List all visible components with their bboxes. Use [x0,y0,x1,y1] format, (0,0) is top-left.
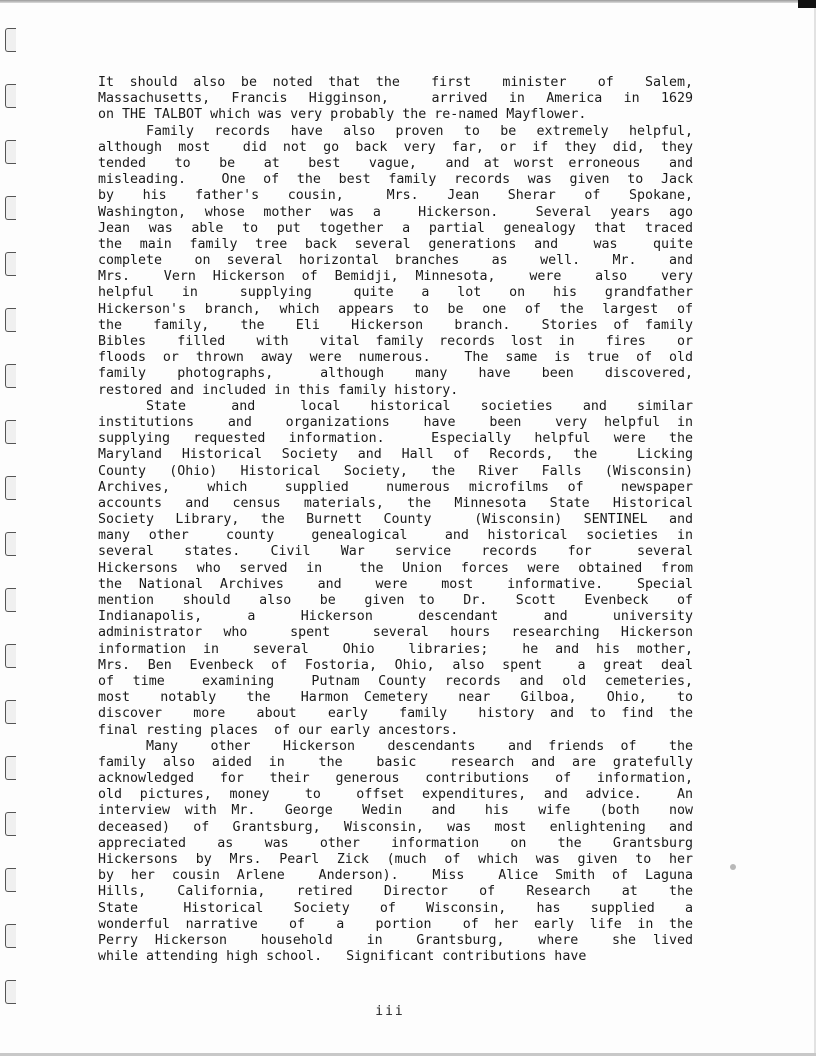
binder-hole [5,812,16,836]
text-line: Hills, California, retired Director of Research at the [98,884,693,900]
text-line: accounts and census materials, the Minnesota State Historical [98,495,693,511]
text-line: restored and included in this family history. [98,382,459,398]
text-line: Washington, whose mother was a Hickerson. Several years ago [98,204,693,220]
text-line: most notably the Harmon Cemetery near Gilboa, Ohio, to [98,690,693,706]
binder-hole [5,868,16,892]
text-line: complete on several horizontal branches as well. Mr. and [98,253,693,269]
text-line: Archives, which supplied numerous microfilms of newspaper [98,479,693,495]
text-line: by his father's cousin, Mrs. Jean Sherar of Spokane, [98,188,693,204]
page-number: iii [375,1004,405,1019]
scan-corner-mark [798,0,816,8]
text-line: information in several Ohio libraries; he and his mother, [98,641,693,657]
text-line: by her cousin Arlene Anderson). Miss Alice Smith of Laguna [98,868,693,884]
text-line: Hickersons by Mrs. Pearl Zick (much of which was given to her [98,852,693,867]
text-line: floods or thrown away were numerous. The same is true of old [98,350,693,366]
binder-hole [5,924,16,948]
text-line: Massachusetts, Francis Higginson, arrived in America in 1629 [98,91,693,107]
text-line: Society Library, the Burnett County (Wisconsin) SENTINEL and [98,512,693,528]
text-line: Perry Hickerson household in Grantsburg, where she lived [98,932,693,948]
text-line: the family, the Eli Hickerson branch. Stories of family [98,317,693,333]
binder-hole [5,644,16,668]
binder-hole [5,420,16,444]
text-line: Mrs. Ben Evenbeck of Fostoria, Ohio, also spent a great deal [98,657,693,673]
text-line: misleading. One of the best family records was given to Jack [98,172,693,188]
paragraph [98,75,693,124]
text-line: tended to be at best vague, and at worst erroneous and [98,155,693,171]
binder-hole [5,980,16,1004]
text-line: Family records have also proven to be extremely helpful, [146,123,693,139]
text-line: institutions and organizations have been very helpful in [98,414,693,430]
text-line: State and local historical societies and similar [146,398,693,414]
text-line: administrator who spent several hours researching Hickerson [98,625,693,641]
text-line: Maryland Historical Society and Hall of Records, the Licking [98,447,693,463]
text-line: appreciated as was other information on the Grantsburg [98,835,693,851]
paragraph [98,399,693,739]
binder-hole [5,476,16,500]
scan-top-edge [0,0,798,3]
text-line: while attending high school. Significant contributions have [98,949,587,965]
binder-hole [5,756,16,780]
paragraph [98,739,693,966]
text-line: interview with Mr. George Wedin and his wife (both now [98,803,693,819]
binder-hole [5,196,16,220]
text-line: several states. Civil War service records for several [98,544,693,560]
text-line: It should also be noted that the first minister of Salem, [98,75,693,90]
binder-holes [5,28,19,1038]
binder-hole [5,532,16,556]
binder-hole [5,28,16,52]
text-line: the National Archives and were most informative. Special [98,576,693,592]
binder-hole [5,588,16,612]
text-line: final resting places of our early ancestors. [98,722,459,738]
text-line: wonderful narrative of a portion of her early life in the [98,916,693,932]
text-line: the main family tree back several generations and was quite [98,236,693,252]
text-line: supplying requested information. Especially helpful were the [98,431,693,447]
text-line: although most did not go back very far, or if they did, they [98,139,693,155]
binder-hole [5,84,16,108]
binder-hole [5,700,16,724]
text-line: Jean was able to put together a partial genealogy that traced [98,220,693,236]
text-line: acknowledged for their generous contributions of information, [98,771,693,787]
text-line: Bibles filled with vital family records lost in fires or [98,334,693,349]
paragraph [98,124,693,399]
text-line: Mrs. Vern Hickerson of Bemidji, Minnesota, were also very [98,269,693,285]
text-line: old pictures, money to offset expenditures, and advice. An [98,787,693,803]
text-line: County (Ohio) Historical Society, the River Falls (Wisconsin) [98,463,693,479]
text-line: deceased) of Grantsburg, Wisconsin, was most enlightening and [98,819,693,835]
text-line: family also aided in the basic research and are gratefully [98,754,693,770]
text-line: Many other Hickerson descendants and friends of the [146,738,693,754]
binder-hole [5,140,16,164]
text-line: Hickersons who served in the Union forces were obtained from [98,560,693,576]
text-line: of time examining Putnam County records and old cemeteries, [98,673,693,689]
text-line: helpful in supplying quite a lot on his grandfather [98,285,693,301]
body-text [98,75,693,965]
text-line: many other county genealogical and historical societies in [98,528,693,544]
text-line: Indianapolis, a Hickerson descendant and university [98,609,693,625]
text-line: family photographs, although many have been discovered, [98,366,693,382]
binder-hole [5,252,16,276]
text-line: mention should also be given to Dr. Scott Evenbeck of [98,593,693,608]
text-line: State Historical Society of Wisconsin, has supplied a [98,900,693,916]
scan-speck [730,864,736,870]
binder-hole [5,364,16,388]
binder-hole [5,308,16,332]
text-line: on THE TALBOT which was very probably the re-named Mayflower. [98,107,587,123]
text-line: discover more about early family history and to find the [98,706,693,722]
text-line: Hickerson's branch, which appears to be one of the largest of [98,301,693,317]
